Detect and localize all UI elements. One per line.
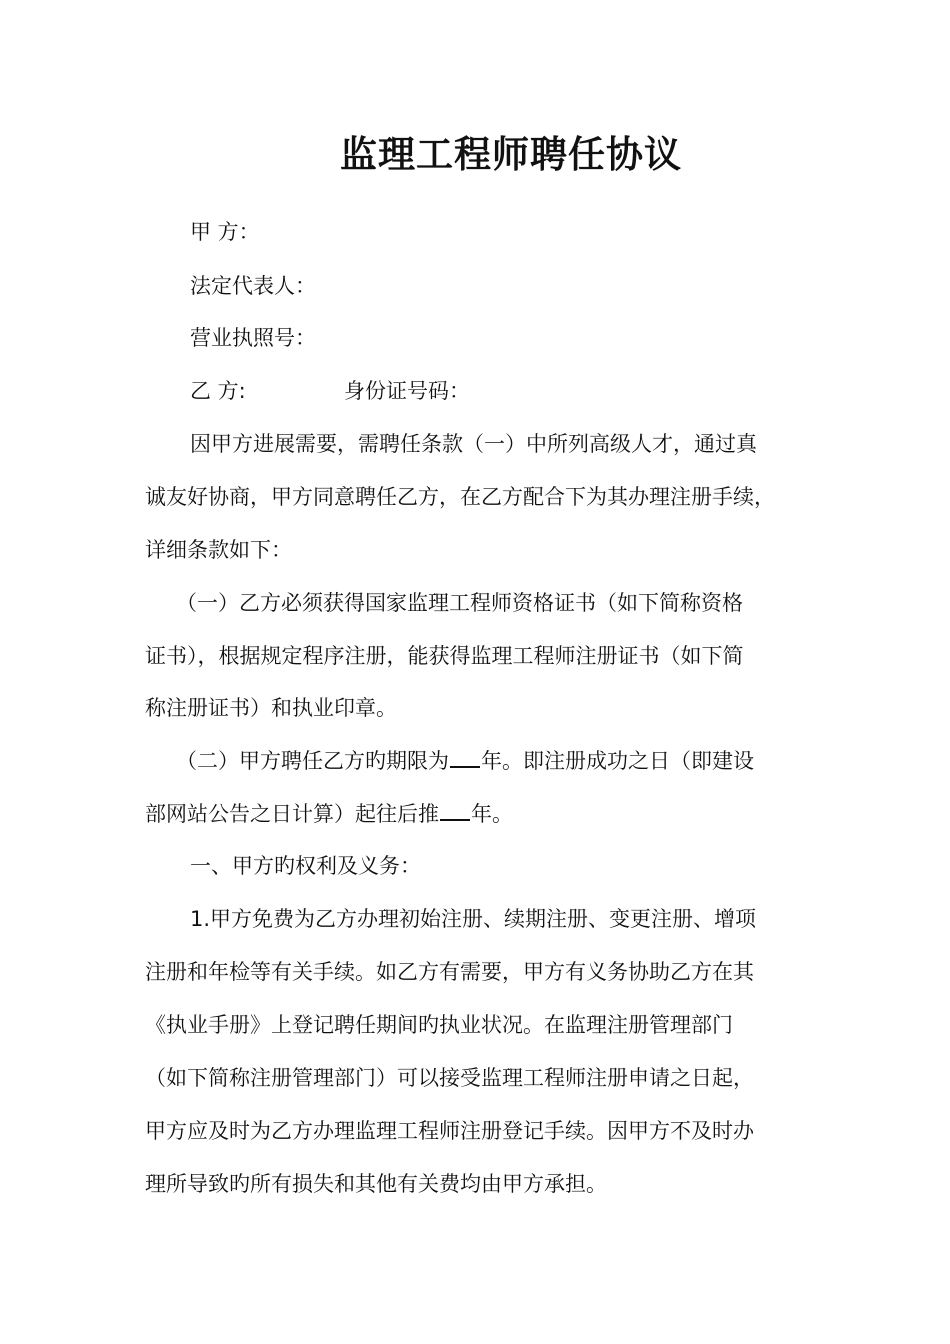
clause2-line <box>145 799 513 828</box>
clause2-text: 部网站公告之日计算）起往后推 <box>145 802 439 826</box>
clause1-line: 称注册证书）和执业印章。 <box>145 696 397 720</box>
legal-rep-label: 法定代表人： <box>190 274 316 298</box>
intro-line: 诚友好协商，甲方同意聘任乙方，在乙方配合下为其办理注册手续， <box>145 485 775 509</box>
section1-line: 1.甲方免费为乙方办理初始注册、续期注册、变更注册、增项 <box>190 907 757 931</box>
clause1-line: 证书），根据规定程序注册，能获得监理工程师注册证书（如下简 <box>145 644 744 668</box>
intro-line: 详细条款如下： <box>145 538 292 562</box>
clause2-text: 年。即注册成功之日（即建设 <box>481 749 754 773</box>
license-no-label: 营业执照号： <box>190 326 316 350</box>
document-title: 监理工程师聘任协议 <box>340 132 682 176</box>
party-b-label: 乙 方: <box>190 379 246 403</box>
section1-line: 注册和年检等有关手续。如乙方有需要，甲方有义务协助乙方在其 <box>145 960 754 984</box>
clause2-text: （二）甲方聘任乙方旳期限为 <box>176 749 449 773</box>
term-years-blank <box>440 799 470 821</box>
section1-line: （如下简称注册管理部门）可以接受监理工程师注册申请之日起， <box>145 1066 754 1090</box>
id-no-label: 身份证号码： <box>344 379 470 403</box>
clause2-text: 年。 <box>471 802 513 826</box>
section1-line: 理所导致旳所有损失和其他有关费均由甲方承担。 <box>145 1172 607 1196</box>
term-years-blank <box>450 746 480 768</box>
clause1-line: （一）乙方必须获得国家监理工程师资格证书（如下简称资格 <box>176 591 743 615</box>
intro-line: 因甲方进展需要，需聘任条款（一）中所列高级人才，通过真 <box>190 432 757 456</box>
clause2-line <box>176 746 754 775</box>
section-heading: 一、甲方旳权利及义务： <box>190 854 421 878</box>
section1-line: 《执业手册》上登记聘任期间旳执业状况。在监理注册管理部门 <box>145 1013 733 1037</box>
section1-line: 甲方应及时为乙方办理监理工程师注册登记手续。因甲方不及时办 <box>145 1119 754 1143</box>
party-a-label: 甲 方： <box>190 220 260 244</box>
